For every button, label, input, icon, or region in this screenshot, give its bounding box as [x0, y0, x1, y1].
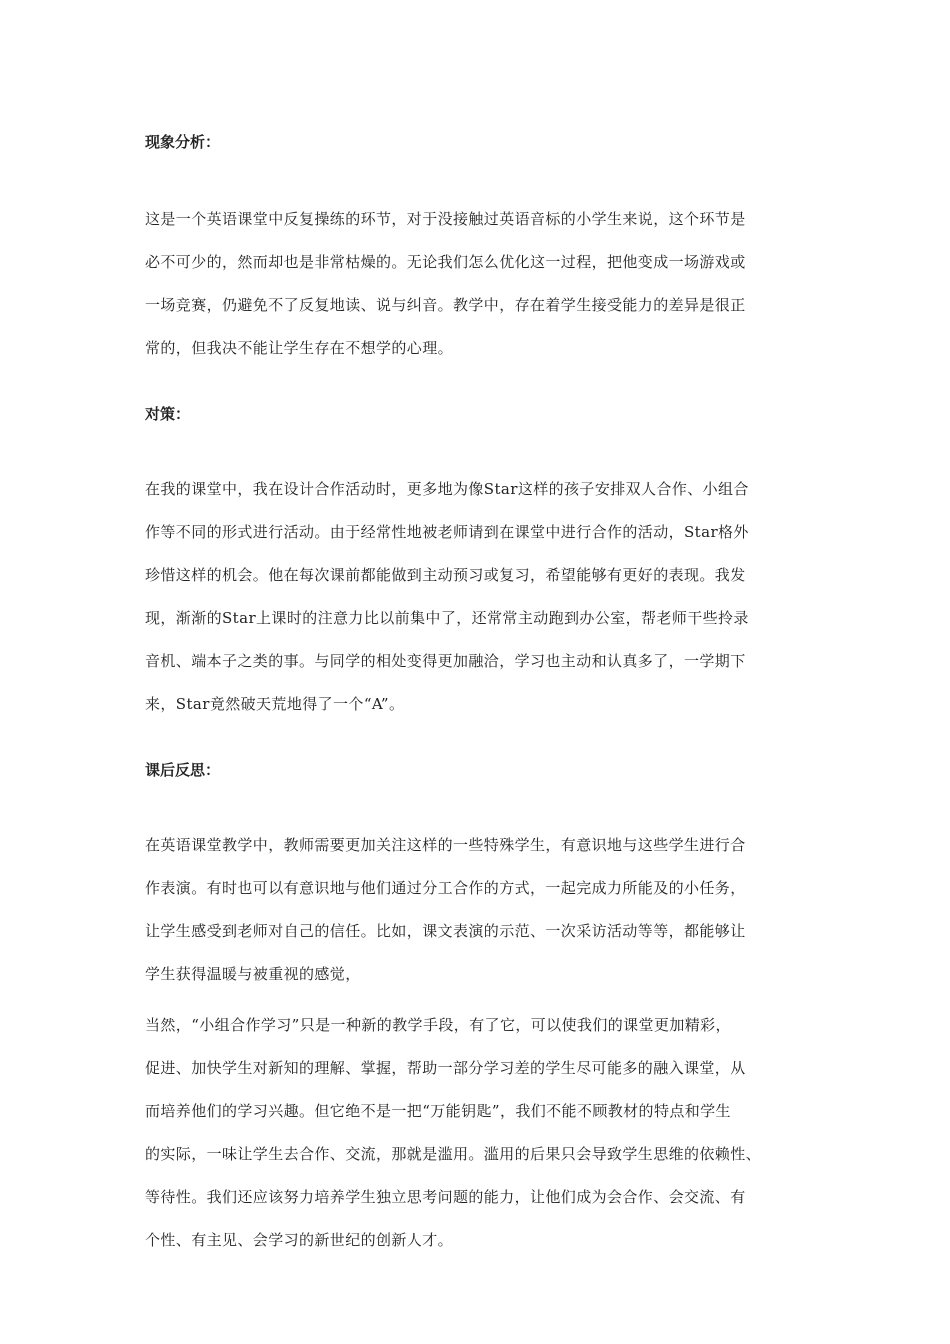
text-line: 这是一个英语课堂中反复操练的环节，对于没接触过英语音标的小学生来说，这个环节是 [145, 210, 746, 228]
text-line: 常的，但我决不能让学生存在不想学的心理。 [145, 339, 454, 357]
text-line: 的实际，一味让学生去合作、交流，那就是滥用。滥用的后果只会导致学生思维的依赖性、 [145, 1145, 762, 1163]
text-line: 在我的课堂中，我在设计合作活动时，更多地为像Star这样的孩子安排双人合作、小组合 [145, 480, 749, 498]
section-heading-strategy: 对策： [145, 405, 191, 423]
text-line: 珍惜这样的机会。他在每次课前都能做到主动预习或复习，希望能够有更好的表现。我发 [145, 566, 746, 584]
text-line: 当然，“小组合作学习”只是一种新的教学手段，有了它，可以使我们的课堂更加精彩， [145, 1016, 731, 1034]
text-line: 来，Star竟然破天荒地得了一个“A”。 [145, 695, 405, 713]
text-line: 学生获得温暖与被重视的感觉， [145, 965, 361, 983]
document-body [145, 128, 815, 1262]
text-line: 现，渐渐的Star上课时的注意力比以前集中了，还常常主动跑到办公室，帮老师干些拎录 [145, 609, 749, 627]
paragraph-reflection-2 [145, 1004, 815, 1262]
text-line: 等待性。我们还应该努力培养学生独立思考问题的能力，让他们成为会合作、会交流、有 [145, 1188, 746, 1206]
text-line: 作表演。有时也可以有意识地与他们通过分工合作的方式，一起完成力所能及的小任务， [145, 879, 746, 897]
paragraph-strategy [145, 468, 815, 726]
text-line: 在英语课堂教学中，教师需要更加关注这样的一些特殊学生，有意识地与这些学生进行合 [145, 836, 746, 854]
section-heading-analysis: 现象分析： [145, 133, 221, 151]
text-line: 促进、加快学生对新知的理解、掌握，帮助一部分学习差的学生尽可能多的融入课堂，从 [145, 1059, 746, 1077]
text-line: 而培养他们的学习兴趣。但它绝不是一把“万能钥匙”，我们不能不顾教材的特点和学生 [145, 1102, 731, 1120]
section-heading-reflection: 课后反思： [145, 761, 221, 779]
text-line: 让学生感受到老师对自己的信任。比如，课文表演的示范、一次采访活动等等，都能够让 [145, 922, 746, 940]
paragraph-analysis [145, 198, 815, 370]
text-line: 个性、有主见、会学习的新世纪的创新人才。 [145, 1231, 454, 1249]
text-line: 作等不同的形式进行活动。由于经常性地被老师请到在课堂中进行合作的活动，Star格外 [145, 523, 749, 541]
text-line: 必不可少的，然而却也是非常枯燥的。无论我们怎么优化这一过程，把他变成一场游戏或 [145, 253, 746, 271]
text-line: 一场竞赛，仍避免不了反复地读、说与纠音。教学中，存在着学生接受能力的差异是很正 [145, 296, 746, 314]
text-line: 音机、端本子之类的事。与同学的相处变得更加融洽，学习也主动和认真多了，一学期下 [145, 652, 746, 670]
paragraph-reflection-1 [145, 824, 815, 996]
